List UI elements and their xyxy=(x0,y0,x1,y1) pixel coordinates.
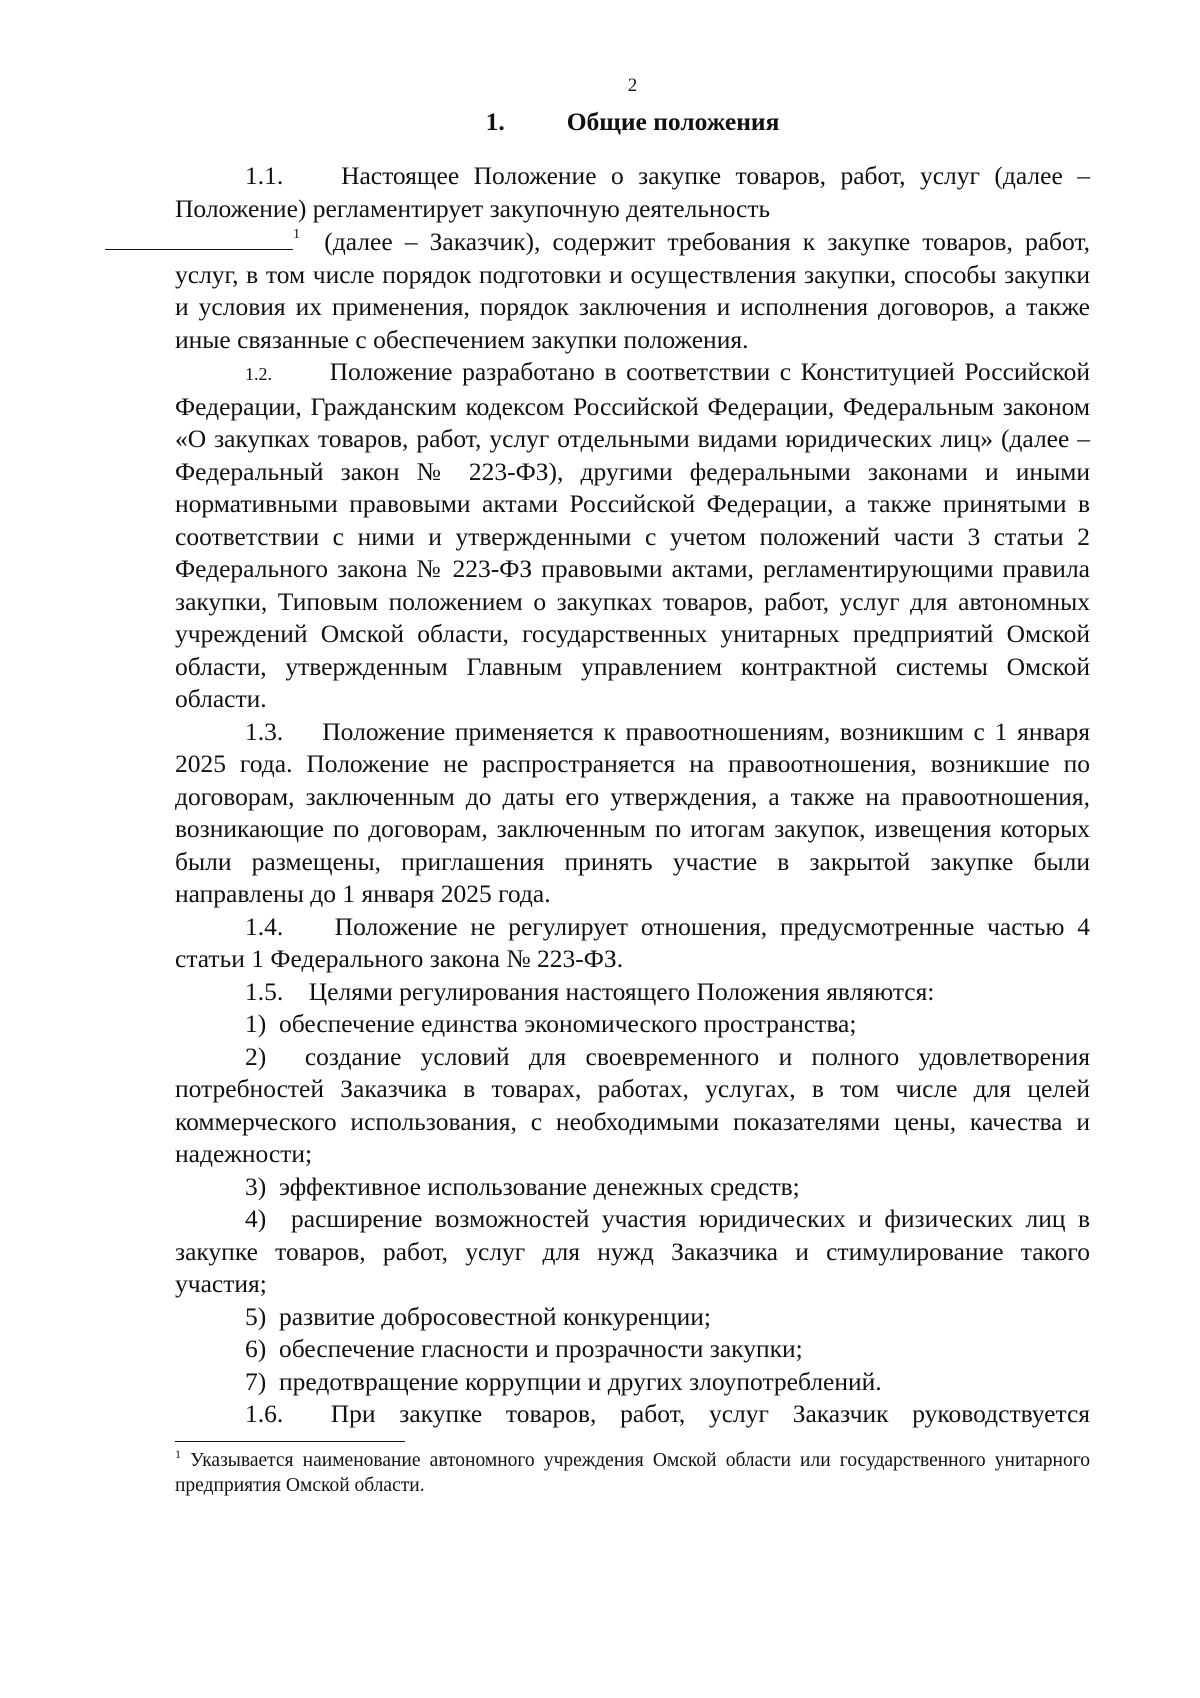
blank-fill-line xyxy=(105,225,293,250)
section-title xyxy=(175,106,1090,138)
list-item-number: 5) xyxy=(245,1301,267,1331)
list-item-text: обеспечение единства экономического пространства; xyxy=(279,1009,857,1038)
paragraph-text: Целями регулирования настоящего Положения являются: xyxy=(308,976,935,1006)
paragraph-number: 1.2. xyxy=(245,364,272,384)
paragraph-1-2 xyxy=(175,356,1090,716)
list-item-text: обеспечение гласности и прозрачности закупки; xyxy=(279,1334,803,1363)
list-item-number: 2) xyxy=(245,1041,267,1071)
paragraph-number: 1.6. xyxy=(245,1399,284,1428)
paragraph-text-rest: (далее – Заказчик), содержит требования к закупке товаров, работ, услуг, в том числе порядок подготовки и осуществления закупки, способы закупки и условия их применения, порядок заключения и исполнения договоров, а также иные связанные с обеспечением закупки положения. xyxy=(175,227,1091,354)
list-item-text: развитие добросовестной конкуренции; xyxy=(279,1301,711,1331)
paragraph-text: Настоящее Положение о закупке товаров, работ, услуг (далее – Положение) регламентирует закупочную деятельность xyxy=(175,161,1090,223)
paragraph-1-3 xyxy=(175,716,1090,911)
footnote xyxy=(175,1448,1090,1498)
list-item xyxy=(175,1041,1090,1171)
paragraph-number: 1.1. xyxy=(245,161,284,190)
paragraph-text: Положение не регулирует отношения, предусмотренные частью 4 статьи 1 Федерального закона № 223-ФЗ. xyxy=(175,911,1090,973)
paragraph-text: Положение разработано в соответствии с Конституцией Российской Федерации, Гражданским кодексом Российской Федерации, Федеральным законом «О закупках товаров, работ, услуг отдельными видами юридических лиц» (далее – Федеральный закон № 223-ФЗ), другими федеральными законами и иными нормативными правовыми актами Российской Федерации, а также принятыми в соответствии с ними и утвержденными с учетом положений части 3 статьи 2 Федерального закона № 223-ФЗ правовыми актами, регламентирующими правила закупки, Типовым положением о закупках товаров, работ, услуг для автономных учреждений Омской области, государственных унитарных предприятий Омской области, утвержденным Главным управлением контрактной системы Омской области. xyxy=(175,357,1090,713)
list-item-number: 6) xyxy=(245,1334,267,1363)
footnote-mark: 1 xyxy=(293,227,300,242)
page-number: 2 xyxy=(627,75,638,96)
footnote-mark: 1 xyxy=(175,1446,181,1461)
list-item xyxy=(175,1366,1090,1399)
list-item xyxy=(175,1008,1090,1041)
paragraph-text: При закупке товаров, работ, услуг Заказчик руководствуется xyxy=(330,1399,1090,1428)
list-item xyxy=(175,1203,1090,1301)
paragraph-number: 1.5. xyxy=(245,976,284,1006)
list-item-text: эффективное использование денежных средств; xyxy=(279,1171,800,1201)
list-item-text: расширение возможностей участия юридических и физических лиц в закупке товаров, работ, услуг для нужд Заказчика и стимулирование такого участия; xyxy=(175,1204,1090,1298)
list-item xyxy=(175,1171,1090,1204)
list-item-text: предотвращение коррупции и других злоупотреблений. xyxy=(279,1366,882,1396)
list-item-number: 7) xyxy=(245,1366,267,1396)
footnote-text: Указывается наименование автономного учреждения Омской области или государственного унитарного предприятия Омской области. xyxy=(175,1449,1090,1496)
section-title-text: Общие положения xyxy=(566,107,780,136)
paragraph-number: 1.3. xyxy=(245,716,284,746)
footnote-divider xyxy=(175,1441,405,1442)
list-item-number: 4) xyxy=(245,1204,267,1233)
list-item-number: 1) xyxy=(245,1009,267,1038)
paragraph-1-4 xyxy=(175,911,1090,976)
paragraph-text: Положение применяется к правоотношениям, возникшим с 1 января 2025 года. Положение не распространяется на правоотношения, возникшие по договорам, заключенным до даты его утверждения, а также на правоотношения, возникающие по договорам, заключенным по итогам закупок, извещения которых были размещены, приглашения принять участие в закрытой закупке были направлены до 1 января 2025 года. xyxy=(175,716,1090,908)
section-number: 1. xyxy=(485,107,505,136)
list-item-number: 3) xyxy=(245,1171,267,1201)
paragraph-1-6 xyxy=(175,1398,1090,1431)
paragraph-1-1 xyxy=(175,160,1090,356)
paragraph-number: 1.4. xyxy=(245,911,284,941)
list-item xyxy=(175,1333,1090,1366)
list-item xyxy=(175,1301,1090,1334)
list-item-text: создание условий для своевременного и полного удовлетворения потребностей Заказчика в товарах, работах, услугах, в том числе для целей коммерческого использования, с необходимыми показателями цены, качества и надежности; xyxy=(175,1041,1090,1168)
goals-list xyxy=(175,1008,1090,1398)
paragraph-1-5 xyxy=(175,976,1090,1009)
